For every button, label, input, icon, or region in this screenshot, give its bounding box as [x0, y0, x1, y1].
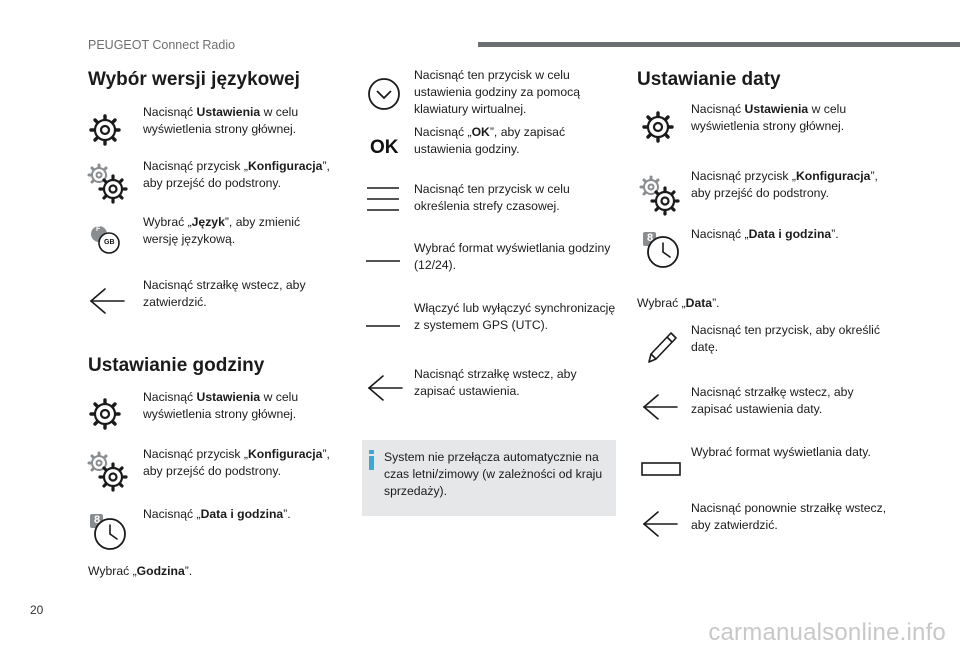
step-text: Nacisnąć „Data i godzina”.	[691, 227, 839, 241]
step-text: Wybrać „Język”, aby zmienić wersję językową.	[143, 215, 301, 246]
step-text: Nacisnąć strzałkę wstecz, aby zapisać ustawienia.	[414, 367, 577, 398]
toggle-line-icon	[366, 259, 400, 263]
step-text: Nacisnąć strzałkę wstecz, aby zatwierdzić.	[143, 278, 306, 309]
gear-icon	[88, 397, 122, 431]
clock-badge: 8	[94, 514, 101, 526]
pencil-icon	[645, 329, 679, 365]
watermark: carmanualsonline.info	[708, 619, 946, 646]
section-title-language: Wybór wersji językowej	[88, 69, 300, 90]
step-text: Włączyć lub wyłączyć synchronizację z systemem GPS (UTC).	[414, 301, 616, 332]
step-text: Nacisnąć Ustawienia w celu wyświetlenia strony głównej.	[143, 390, 299, 421]
step-text: Nacisnąć ten przycisk, aby określić datę.	[691, 323, 880, 354]
select-date-text: Wybrać „Data”.	[637, 296, 720, 310]
back-arrow-icon	[641, 392, 679, 422]
rectangle-icon	[641, 462, 681, 476]
clock-badge: 8	[647, 232, 654, 244]
back-arrow-icon	[88, 286, 126, 316]
section-title-date: Ustawianie daty	[637, 69, 781, 90]
step-text: Nacisnąć przycisk „Konfiguracja”, aby przejść do podstrony.	[691, 169, 878, 200]
back-arrow-icon	[366, 373, 404, 403]
step-text: Nacisnąć przycisk „Konfiguracja”, aby przejść do podstrony.	[143, 159, 330, 190]
info-text: System nie przełącza automatycznie na czas letni/zimowy (w zależności od kraju sprzedaży).	[384, 450, 603, 498]
step-text: Nacisnąć Ustawienia w celu wyświetlenia strony głównej.	[143, 105, 299, 136]
step-text: Wybrać format wyświetlania daty.	[691, 445, 871, 459]
section-title-time: Ustawianie godziny	[88, 355, 265, 376]
step-text: Nacisnąć przycisk „Konfiguracja”, aby przejść do podstrony.	[143, 447, 330, 478]
double-gear-icon	[638, 174, 682, 218]
step-text: Nacisnąć „Data i godzina”.	[143, 507, 291, 521]
header-bar	[478, 42, 960, 47]
step-text: Nacisnąć Ustawienia w celu wyświetlenia strony głównej.	[691, 102, 847, 133]
step-text: Nacisnąć ten przycisk w celu ustawienia godziny za pomocą klawiatury wirtualnej.	[414, 68, 580, 116]
step-text: Nacisnąć strzałkę wstecz, aby zapisać ustawienia daty.	[691, 385, 854, 416]
double-gear-icon	[86, 450, 130, 494]
language-icon-label-f: F	[96, 226, 101, 233]
gear-icon	[641, 110, 675, 144]
back-arrow-icon	[641, 509, 679, 539]
double-gear-icon	[86, 162, 130, 206]
select-hour-text: Wybrać „Godzina”.	[88, 564, 193, 578]
language-icon-label-gb: GB	[104, 239, 115, 246]
toggle-line-icon	[366, 324, 400, 328]
menu-icon	[366, 184, 400, 214]
info-box	[362, 440, 616, 516]
ok-icon: OK	[370, 137, 399, 158]
running-header: PEUGEOT Connect Radio	[88, 38, 236, 52]
step-text: Nacisnąć ponownie strzałkę wstecz, aby zatwierdzić.	[691, 501, 887, 532]
chevron-down-icon	[366, 76, 402, 112]
info-icon	[369, 450, 374, 470]
page-number: 20	[30, 603, 44, 617]
step-text: Wybrać format wyświetlania godziny (12/24).	[414, 241, 611, 272]
gear-icon	[88, 113, 122, 147]
step-text: Nacisnąć „OK”, aby zapisać ustawienia godziny.	[414, 125, 566, 156]
step-text: Nacisnąć ten przycisk w celu określenia strefy czasowej.	[414, 182, 570, 213]
